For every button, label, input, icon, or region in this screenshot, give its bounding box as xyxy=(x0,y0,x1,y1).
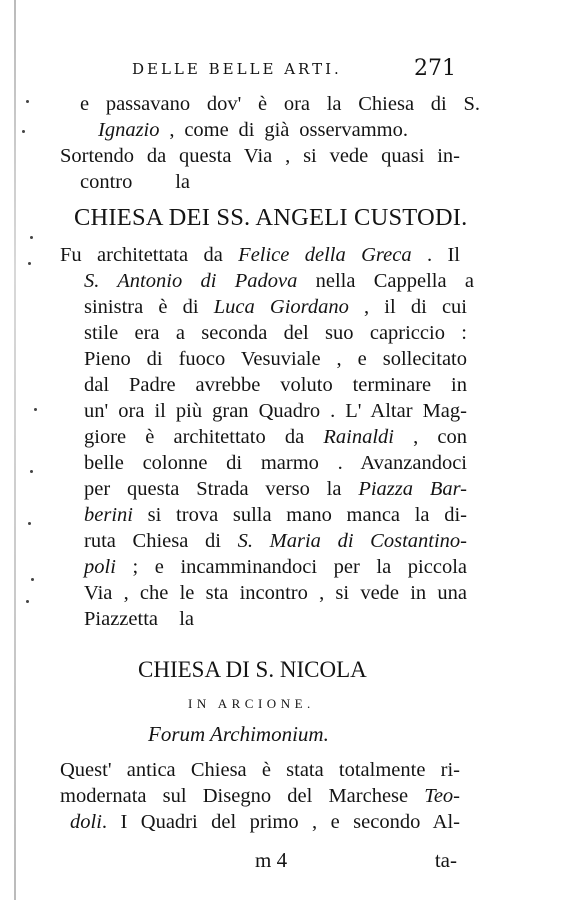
text-span: modernata sul Disegno del Marchese xyxy=(60,785,425,807)
text-span: Sortendo da questa Via , si vede quasi in- xyxy=(60,145,460,167)
text-line xyxy=(98,118,408,142)
section-heading: CHIESA DI S. NICOLA xyxy=(138,657,367,682)
text-span: si trova sulla mano manca la di- xyxy=(132,504,467,526)
text-line xyxy=(84,425,467,449)
text-span: , come di già osservammo. xyxy=(159,119,408,141)
text-line xyxy=(84,503,467,527)
text-line xyxy=(84,529,467,553)
text-line xyxy=(80,170,190,194)
italic-text: poli xyxy=(84,556,116,578)
ink-speck xyxy=(28,522,31,525)
ink-speck xyxy=(34,408,37,411)
catchword-line xyxy=(255,848,465,874)
italic-text: Teo- xyxy=(424,785,460,807)
italic-text: Ignazio xyxy=(98,119,160,141)
running-title: DELLE BELLE ARTI. xyxy=(132,60,342,78)
ink-speck xyxy=(28,262,31,265)
running-head xyxy=(88,58,468,84)
text-span: e passavano dov' è ora la Chiesa di S. xyxy=(80,93,480,115)
text-span: . Il xyxy=(411,244,460,266)
text-line xyxy=(80,92,480,116)
text-span: Piazzetta la xyxy=(84,608,194,630)
text-line xyxy=(60,784,460,808)
ink-speck xyxy=(30,470,33,473)
text-line xyxy=(84,321,467,345)
text-span: giore è architettato da xyxy=(84,426,324,448)
text-line xyxy=(84,555,467,579)
text-span: , il di cui xyxy=(348,296,467,318)
text-span: contro la xyxy=(80,171,190,193)
text-span: dal Padre avrebbe voluto terminare in xyxy=(84,374,467,396)
catchword: ta- xyxy=(434,848,457,872)
italic-text: Rainaldi xyxy=(323,426,394,448)
text-span: ruta Chiesa di xyxy=(84,530,238,552)
text-span: sinistra è di xyxy=(84,296,214,318)
text-span: Quest' antica Chiesa è stata totalmente ri- xyxy=(60,759,460,781)
text-line xyxy=(84,295,467,319)
italic-text: S. Antonio di Padova xyxy=(84,270,298,292)
text-span: per questa Strada verso la xyxy=(84,478,359,500)
section-subheading: IN ARCIONE. xyxy=(188,696,315,711)
italic-text: Luca Giordano xyxy=(213,296,349,318)
text-line xyxy=(70,810,460,834)
latin-name: Forum Archimonium. xyxy=(148,722,329,746)
text-span: Via , che le sta incontro , si vede in una xyxy=(84,582,467,604)
text-span: stile era a seconda del suo capriccio : xyxy=(84,322,467,344)
italic-text: S. Maria di Costantino- xyxy=(237,530,467,552)
text-span: un' ora il più gran Quadro . L' Altar Mag- xyxy=(84,400,467,422)
ink-speck xyxy=(30,236,33,239)
italic-text: berini xyxy=(84,504,133,526)
text-span: ; e incamminandoci per la piccola xyxy=(115,556,467,578)
text-line xyxy=(60,758,460,782)
text-span: Fu architettata da xyxy=(60,244,239,266)
italic-text: Felice della Greca xyxy=(238,244,412,266)
ink-speck xyxy=(22,130,25,133)
text-line xyxy=(60,243,460,267)
chapter-heading: CHIESA DEI SS. ANGELI CUSTODI. xyxy=(74,204,468,231)
text-line xyxy=(84,399,467,423)
text-line xyxy=(84,607,194,631)
text-line xyxy=(84,581,467,605)
page-gutter-edge xyxy=(14,0,16,900)
italic-text: Piazza Bar- xyxy=(358,478,467,500)
text-line xyxy=(84,477,467,501)
ink-speck xyxy=(26,100,29,103)
italic-text: doli xyxy=(70,811,102,833)
ink-speck xyxy=(31,578,34,581)
text-line xyxy=(84,347,467,371)
text-span: . I Quadri del primo , e secondo Al- xyxy=(101,811,460,833)
text-line xyxy=(84,373,467,397)
text-span: nella Cappella a xyxy=(297,270,474,292)
signature-mark: m 4 xyxy=(255,848,288,872)
text-span: , con xyxy=(393,426,467,448)
ink-speck xyxy=(26,600,29,603)
text-line xyxy=(84,451,467,475)
text-line xyxy=(60,144,460,168)
text-span: Pieno di fuoco Vesuviale , e sollecitato xyxy=(84,348,467,370)
text-line xyxy=(84,269,474,293)
text-span: belle colonne di marmo . Avanzandoci xyxy=(84,452,467,474)
page-number: 271 xyxy=(414,56,456,81)
